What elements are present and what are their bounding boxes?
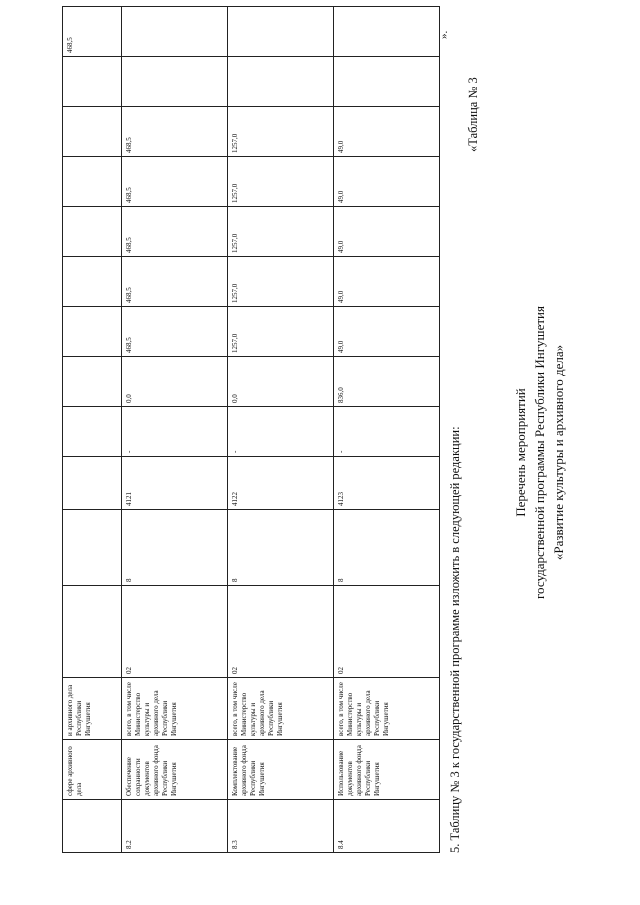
table-cell — [63, 800, 122, 853]
table-cell: 02 — [334, 586, 440, 678]
table-cell: 4121 — [122, 457, 228, 510]
table-cell — [63, 307, 122, 357]
table-cell: 1257,0 — [228, 157, 334, 207]
table-row — [63, 7, 122, 853]
table-cell — [228, 7, 334, 57]
table-cell: всего, в том числе Министерство культуры и архивного дела Республики Ингушетия — [228, 678, 334, 740]
table-cell — [334, 7, 440, 57]
table-cell: всего, в том числе Министерство культуры и архивного дела Республики Ингушетия — [334, 678, 440, 740]
table-cell: 49,0 — [334, 307, 440, 357]
table-cell: 02 — [228, 586, 334, 678]
caption-line-1: Перечень мероприятий — [513, 388, 528, 517]
table-cell — [63, 457, 122, 510]
table-cell: 1257,0 — [228, 257, 334, 307]
table-cell — [63, 57, 122, 107]
table-cell — [63, 586, 122, 678]
table-cell: 8 — [228, 510, 334, 586]
table-cell: 4122 — [228, 457, 334, 510]
caption-line-2: государственной программы Республики Ингушетия — [532, 306, 547, 599]
table-cell: 468,5 — [122, 157, 228, 207]
table-cell: 02 — [122, 586, 228, 678]
table-cell: - — [334, 407, 440, 457]
table-cell: 1257,0 — [228, 307, 334, 357]
table-cell — [63, 157, 122, 207]
table-cell: 836,0 — [334, 357, 440, 407]
table-cell: 8 — [334, 510, 440, 586]
caption-line-3: «Развитие культуры и архивного дела» — [551, 344, 566, 561]
amendment-paragraph: 5. Таблицу № 3 к государственной программе изложить в следующей редакции: — [448, 426, 462, 853]
table-cell: - — [122, 407, 228, 457]
table-cell: 49,0 — [334, 207, 440, 257]
table-cell: 4123 — [334, 457, 440, 510]
table-cell: 468,5 — [122, 307, 228, 357]
table-cell: 0,0 — [122, 357, 228, 407]
table-cell: 468,5 — [122, 257, 228, 307]
table-cell — [63, 207, 122, 257]
table-cell: 468,5 — [122, 207, 228, 257]
table-cell: 1257,0 — [228, 107, 334, 157]
table-cell: всего, в том числе Министерство культуры и архивного дела Республики Ингушетия — [122, 678, 228, 740]
table-cell: - — [228, 407, 334, 457]
program-table — [62, 6, 440, 853]
table-cell — [63, 357, 122, 407]
table-cell — [63, 510, 122, 586]
table-cell — [122, 57, 228, 107]
table-cell: 49,0 — [334, 107, 440, 157]
table-cell: 8 — [122, 510, 228, 586]
table-cell: Обеспечение сохранности документов архивного фонда Республики Ингушетия — [122, 740, 228, 800]
table-cell: 1257,0 — [228, 207, 334, 257]
table-cell: и архивного дела Республики Ингушетия — [63, 678, 122, 740]
table-cell — [63, 107, 122, 157]
table-cell — [334, 57, 440, 107]
table-label: «Таблица № 3 — [466, 77, 480, 152]
table-cell: 8.2 — [122, 800, 228, 853]
table-row — [334, 7, 440, 853]
table-cell: 8.4 — [334, 800, 440, 853]
table-cell: Использование документов архивного фонда Республики Ингушетия — [334, 740, 440, 800]
table-cell — [122, 7, 228, 57]
table-cell — [63, 407, 122, 457]
closing-quote: ». — [438, 30, 450, 39]
table-cell: 468,5 — [122, 107, 228, 157]
table-cell — [228, 57, 334, 107]
table-cell: 49,0 — [334, 157, 440, 207]
table-cell — [63, 257, 122, 307]
table-cell: 49,0 — [334, 257, 440, 307]
table-cell: 8.3 — [228, 800, 334, 853]
table-row — [122, 7, 228, 853]
table-cell: 0,0 — [228, 357, 334, 407]
table-row — [228, 7, 334, 853]
table-cell: 468,5 — [63, 7, 122, 57]
table-cell: Комплектование архивного фонда Республики Ингушетия — [228, 740, 334, 800]
table-cell: сфере архивного дела — [63, 740, 122, 800]
